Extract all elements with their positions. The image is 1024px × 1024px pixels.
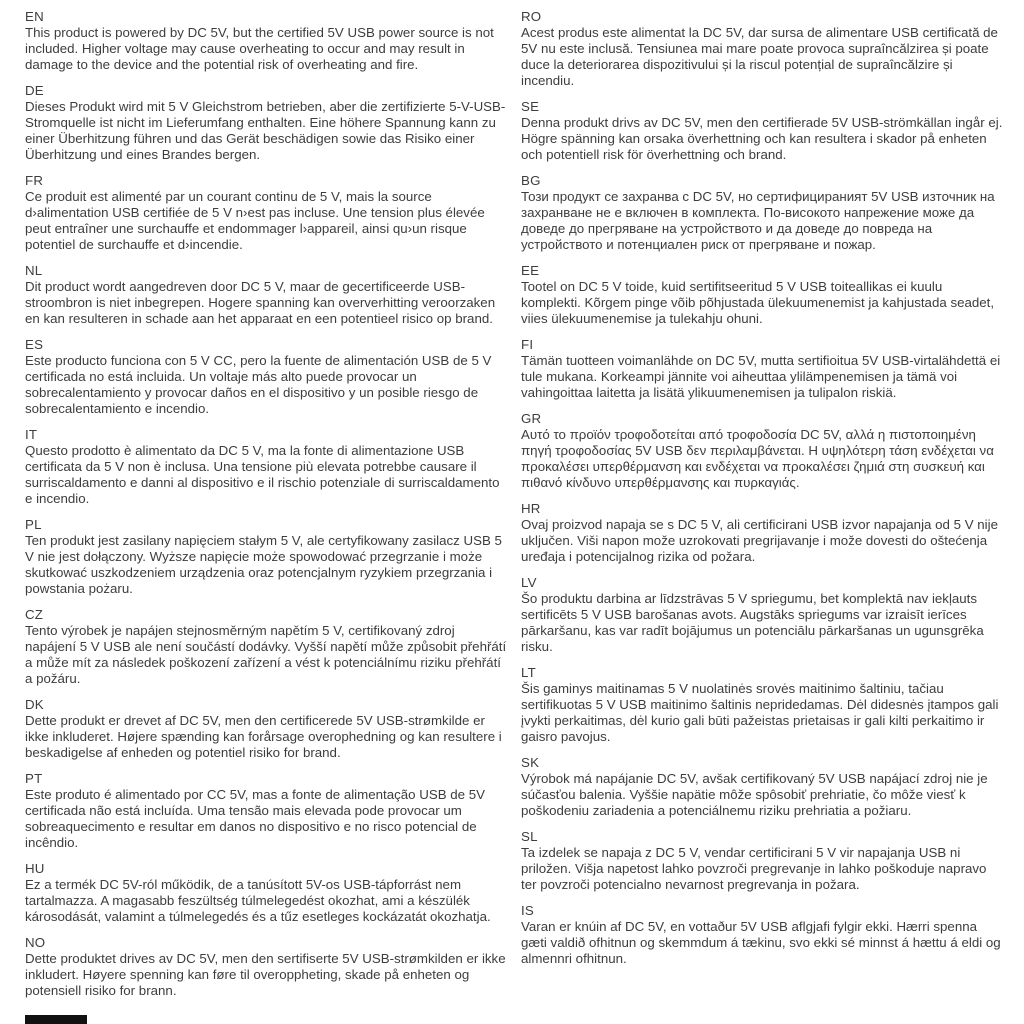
language-section-lv bbox=[521, 575, 1004, 655]
language-text: Ta izdelek se napaja z DC 5 V, vendar certificirani 5 V vir napajanja USB ni priložen. Višja napetost lahko povzroči pregrevanje in lahko poškoduje napravo ter povzroči potencialno nevarnost pregrevanja in požara. bbox=[521, 845, 987, 892]
language-code: LV bbox=[521, 575, 537, 590]
language-code: IS bbox=[521, 903, 534, 918]
right-column bbox=[521, 9, 1004, 1009]
language-text: Ovaj proizvod napaja se s DC 5 V, ali certificirani USB izvor napajanja od 5 V nije uključen. Viši napon može uzrokovati pregrijavanje i može dovesti do oštećenja uređaja i potencijalnog rizika od požara. bbox=[521, 517, 998, 564]
language-code: HU bbox=[25, 861, 45, 876]
language-code: BG bbox=[521, 173, 541, 188]
language-text: Tämän tuotteen voimanlähde on DC 5V, mutta sertifioitua 5V USB-virtalähdettä ei tule mukana. Korkeampi jännite voi aiheuttaa ylilämpenemisen ja tämä voi vahingoittaa laitetta ja lisätä ylikuumenemisen ja tulipalon riskiä. bbox=[521, 353, 1001, 400]
language-text: Dette produkt er drevet af DC 5V, men den certificerede 5V USB-strømkilde er ikke inkluderet. Højere spænding kan forårsage overophedning og kan resultere i beskadigelse af enheden og potentiel risiko for brand. bbox=[25, 713, 502, 760]
language-text: Varan er knúin af DC 5V, en vottaður 5V USB aflgjafi fylgir ekki. Hærri spenna gæti valdið ofhitnun og skemmdum á tækinu, svo ekki sé minnst á hættu á eldi og almennri ofhitnun. bbox=[521, 919, 1001, 966]
language-section-pt bbox=[25, 771, 508, 851]
language-section-ro bbox=[521, 9, 1004, 89]
language-section-en bbox=[25, 9, 508, 73]
language-code: SL bbox=[521, 829, 538, 844]
cropped-black-bar bbox=[25, 1015, 87, 1024]
language-text: Questo prodotto è alimentato da DC 5 V, ma la fonte di alimentazione USB certificata da 5 V non è inclusa. Una tensione più elevata potrebbe causare il surriscaldamento e danni al dispositivo e il rischio potenziale di surriscaldamento e incendio. bbox=[25, 443, 500, 506]
language-code: DK bbox=[25, 697, 44, 712]
language-text: Tento výrobek je napájen stejnosměrným napětím 5 V, certifikovaný zdroj napájení 5 V USB ale není součástí dodávky. Vyšší napětí může způsobit přehřátí a může mít za následek poškození zařízení a vést k potenciálnímu riziku přehřátí a požáru. bbox=[25, 623, 507, 686]
language-section-dk bbox=[25, 697, 508, 761]
language-code: GR bbox=[521, 411, 542, 426]
language-text: Dieses Produkt wird mit 5 V Gleichstrom betrieben, aber die zertifizierte 5-V-USB-Stromquelle ist nicht im Lieferumfang enthalten. Eine höhere Spannung kann zu einer Überhitzung führen und das Gerät beschädigen sowie das Risiko einer Überhitzung und eines Brandes bergen. bbox=[25, 99, 506, 162]
language-section-cz bbox=[25, 607, 508, 687]
two-column-layout bbox=[25, 9, 1008, 1009]
language-section-it bbox=[25, 427, 508, 507]
language-text: Šis gaminys maitinamas 5 V nuolatinės srovės maitinimo šaltiniu, tačiau sertifikuotas 5 V USB maitinimo šaltinis nepridedamas. Dėl didesnės įtampos gali įvykti perkaitimas, dėl kurio gali būti pažeistas prietaisas ir gali kilti perkaitimo ir gaisro pavojus. bbox=[521, 681, 999, 744]
language-text: Ce produit est alimenté par un courant continu de 5 V, mais la source d›alimentation USB certifiée de 5 V n›est pas incluse. Une tension plus élevée peut entraîner une surchauffe et endommager l›appareil, ainsi qu›un risque potentiel de surchauffe et d›incendie. bbox=[25, 189, 485, 252]
language-code: CZ bbox=[25, 607, 44, 622]
language-code: PT bbox=[25, 771, 43, 786]
language-text: Denna produkt drivs av DC 5V, men den certifierade 5V USB-strömkällan ingår ej. Högre spänning kan orsaka överhettning och kan resultera i skador på enheten och potentiell risk för överhettning och brand. bbox=[521, 115, 1003, 162]
language-section-lt bbox=[521, 665, 1004, 745]
language-code: RO bbox=[521, 9, 542, 24]
language-code: FI bbox=[521, 337, 534, 352]
language-code: SK bbox=[521, 755, 540, 770]
language-code: ES bbox=[25, 337, 44, 352]
language-code: FR bbox=[25, 173, 44, 188]
language-section-ee bbox=[521, 263, 1004, 327]
language-section-pl bbox=[25, 517, 508, 597]
language-section-hr bbox=[521, 501, 1004, 565]
language-text: Výrobok má napájanie DC 5V, avšak certifikovaný 5V USB napájací zdroj nie je súčasťou balenia. Vyššie napätie môže spôsobiť prehriatie, čo môže viesť k poškodeniu zariadenia a potenciálnemu riziku prehriatia a požiaru. bbox=[521, 771, 988, 818]
language-code: IT bbox=[25, 427, 38, 442]
language-code: PL bbox=[25, 517, 42, 532]
language-code: SE bbox=[521, 99, 540, 114]
language-section-bg bbox=[521, 173, 1004, 253]
language-section-fi bbox=[521, 337, 1004, 401]
language-text: Acest produs este alimentat la DC 5V, dar sursa de alimentare USB certificată de 5V nu este inclusă. Tensiunea mai mare poate provoca supraîncălzirea și poate duce la deteriorarea dispozitivului și la riscul potențial de supraîncălzire și incendiu. bbox=[521, 25, 998, 88]
language-section-fr bbox=[25, 173, 508, 253]
language-code: HR bbox=[521, 501, 541, 516]
language-code: DE bbox=[25, 83, 44, 98]
language-code: NO bbox=[25, 935, 46, 950]
language-text: Ez a termék DC 5V-ról működik, de a tanúsított 5V-os USB-tápforrást nem tartalmazza. A magasabb feszültség túlmelegedést okozhat, ami a készülék károsodását, valamint a túlmelegedés és a tűz esetleges kockázatát okozhatja. bbox=[25, 877, 491, 924]
language-text: This product is powered by DC 5V, but the certified 5V USB power source is not included. Higher voltage may cause overheating to occur and may result in damage to the device and the potential risk of overheating and fire. bbox=[25, 25, 494, 72]
language-text: Ten produkt jest zasilany napięciem stałym 5 V, ale certyfikowany zasilacz USB 5 V nie jest dołączony. Wyższe napięcie może spowodować przegrzanie i może skutkować uszkodzeniem urządzenia oraz potencjalnym ryzykiem przegrzania i powstania pożaru. bbox=[25, 533, 502, 596]
language-section-se bbox=[521, 99, 1004, 163]
language-text: Este producto funciona con 5 V CC, pero la fuente de alimentación USB de 5 V certificada no está incluida. Un voltaje más alto puede provocar un sobrecalentamiento y provocar daños en el dispositivo y un posible riesgo de sobrecalentamiento e incendio. bbox=[25, 353, 492, 416]
language-section-de bbox=[25, 83, 508, 163]
language-text: Dit product wordt aangedreven door DC 5 V, maar de gecertificeerde USB-stroombron is niet inbegrepen. Hogere spanning kan oververhitting veroorzaken en kan resulteren in schade aan het apparaat en een potentieel risico op brand. bbox=[25, 279, 496, 326]
language-text: Tootel on DC 5 V toide, kuid sertifitseeritud 5 V USB toiteallikas ei kuulu komplekti. Kõrgem pinge võib põhjustada ülekuumenemist ja kahjustada seadet, viies ülekuumenemise ja tulekahju ohuni. bbox=[521, 279, 995, 326]
language-code: LT bbox=[521, 665, 536, 680]
language-code: EN bbox=[25, 9, 44, 24]
language-section-sl bbox=[521, 829, 1004, 893]
language-text: Този продукт се захранва с DC 5V, но сертифицираният 5V USB източник на захранване не е включен в комплекта. По-високото напрежение може да доведе до прегряване на устройството и да доведе до повреда на устройството и потенциален риск от прегряване и пожар. bbox=[521, 189, 995, 252]
left-column bbox=[25, 9, 508, 1009]
language-code: EE bbox=[521, 263, 540, 278]
language-section-nl bbox=[25, 263, 508, 327]
language-text: Šo produktu darbina ar līdzstrāvas 5 V spriegumu, bet komplektā nav iekļauts sertificēts 5 V USB barošanas avots. Augstāks spriegums var izraisīt ierīces pārkaršanu, kas var radīt bojājumus un potenciālu pārkaršanas un ugunsgrēka risku. bbox=[521, 591, 984, 654]
language-section-no bbox=[25, 935, 508, 999]
language-section-sk bbox=[521, 755, 1004, 819]
language-text: Αυτό το προϊόν τροφοδοτείται από τροφοδοσία DC 5V, αλλά η πιστοποιημένη πηγή τροφοδοσίας 5V USB δεν περιλαμβάνεται. Η υψηλότερη τάση ενδέχεται να προκαλέσει υπερθέρμανση και ενδέχεται να προκαλέσει ζημιά στη συσκευή και πιθανό κίνδυνο υπερθέρμανσης και πυρκαγιάς. bbox=[521, 427, 994, 490]
language-section-es bbox=[25, 337, 508, 417]
language-section-is bbox=[521, 903, 1004, 967]
language-section-hu bbox=[25, 861, 508, 925]
language-text: Dette produktet drives av DC 5V, men den sertifiserte 5V USB-strømkilden er ikke inkludert. Høyere spenning kan føre til overoppheting, skade på enheten og potensiell risiko for brann. bbox=[25, 951, 506, 998]
language-text: Este produto é alimentado por CC 5V, mas a fonte de alimentação USB de 5V certificada não está incluída. Uma tensão mais elevada pode provocar um sobreaquecimento e resultar em danos no dispositivo e no risco potencial de incêndio. bbox=[25, 787, 486, 850]
language-section-gr bbox=[521, 411, 1004, 491]
language-code: NL bbox=[25, 263, 43, 278]
